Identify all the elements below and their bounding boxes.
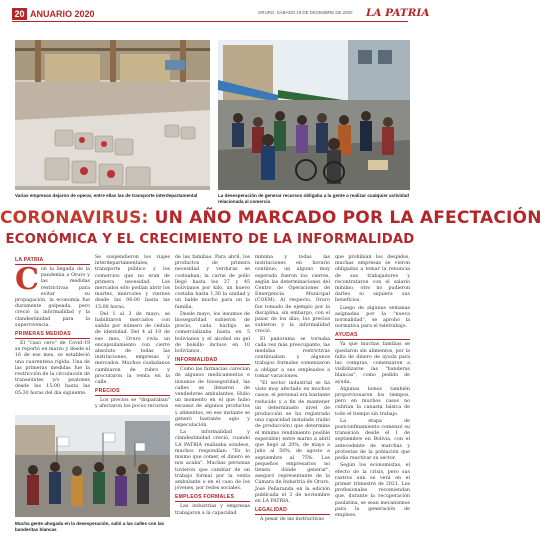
headline-line-1-rest: UN AÑO MARCADO POR LA AFECTACIÓN — [148, 208, 542, 228]
headline-line-2: ECONÓMICA Y EL CRECIMIENTO DE LA INFORMALIDAD — [5, 232, 415, 247]
paragraph: El "caso cero" de Covid-19 se reportó en marzo y desde el 16 de ese mes, se estableció una cuarentena rígida. Una de las primeras medidas fue la restricción de la circulación de transeúntes y/o peatones desde las 15:00 hasta las 05:30 horas del día siguiente. — [15, 341, 90, 396]
article-column-1 — [15, 255, 90, 413]
byline: LA PATRIA — [15, 257, 44, 263]
paragraph: Según los economistas, el efecto de la crisis, pero sus rastros aún se verá en el primer trimestre de 2021. Los profesionales recomiendan que, durante la recuperación paulatina, se sean mecanismos para la generación de empleos. — [335, 463, 410, 518]
paragraph: Como las farmacias carecían de algunos medicamentos e insumos de bioseguridad, las calles se llenaron de vendedores ambulantes. Hubo un momento en el que hubo escasez de algunos productos y alimentos, en ese instante se generó bastante agio y especulación. — [175, 367, 250, 429]
paragraph: Se suspendieron los viajes interdepartamentales, transporte público y los comercios que no eran de primera necesidad. Los mercados sólo podían abrir los martes, miércoles y viernes desde las 06:00 hasta las 15:00 horas. — [95, 255, 170, 310]
paragraph: Algunas bonos también proporcionaron los tiempos, pero en muchos casos no cubrían la canasta básica de todo el tiempo sin trabajo. — [335, 386, 410, 417]
paragraph: que prohibían los despidos, muchas empresas se vieron obligadas a tomar la renuncia de sus trabajadores y recontrataron con el salario mínimo, otro no pudieron darles ni siquiera sus beneficios. — [335, 255, 410, 304]
paragraph: La informalidad y clandestinidad creció, cuando LA PATRIA realizaba sondeos, muchos respondían: "Es lo mismo que comer, el dinero se nos acaba". Muchas personas tuvieron que cambiar de un trabajo formal por la venta ambulante o en el caso de los jóvenes, por redes sociales. — [175, 430, 250, 492]
masthead — [0, 0, 430, 21]
issue-title: ANUARIO 2020 — [30, 9, 95, 19]
paragraph: El panorama se tornaba cada vez más preocupante, las medidas restrictivas continuaban y algunos trabajos formales comenzaron a obligar a sus empleados a tomar vacaciones. — [255, 336, 330, 379]
article-column-5 — [335, 255, 410, 545]
section-ayudas: AYUDAS — [335, 332, 358, 339]
photo-caption-2: La desesperación de generar recursos obligaba a la gente a realizar cualquier actividad relacionada al comercio — [218, 193, 409, 204]
paragraph: Del 1 al 3 de mayo, se habilitaron mercados con salida por número de cédula de identidad. Del 4 al 10 de ese mes, Oruro vivía un encapsulamiento con cierre absoluto de todas las instituciones, empresas y mercados. Muchos ciudadanos cambiaron de rubro y procuraron la venta en la calle. — [95, 311, 170, 386]
section-rule — [175, 364, 250, 365]
white-flags-image — [15, 415, 170, 517]
intro-text: on la llegada de la pandemia a Oruro y las medidas restrictivas para evitar su propagación, la economía fue duramente golpeada, pero creció la informalidad y la clandestinidad para la supervivencia. — [15, 267, 90, 328]
section-informalidad: INFORMALIDAD — [175, 357, 218, 364]
paragraph: Las industrias y empresas trabajaron a la capacidad — [175, 504, 250, 516]
street-market-image — [218, 40, 410, 190]
paragraph: A pesar de las instructivas — [260, 517, 324, 523]
paragraph: Luego de algunas semanas asignadas por la "nueva normalidad", se aprobó la normativa para el teletrabajo. — [335, 305, 410, 330]
paragraph: Los precios se "disparaban" y afectaron los pocos recursos — [95, 398, 170, 410]
masthead-rule — [12, 21, 408, 22]
article-column-2 — [95, 255, 170, 411]
photo-caption-3: Mucha gente ahogada en la desesperación, salió a las calles con las banderitas blancas — [15, 521, 165, 532]
headline-line-1 — [0, 208, 542, 228]
drop-cap: C — [15, 262, 39, 297]
section-rule — [255, 514, 330, 515]
article-column-3 — [175, 255, 250, 545]
photo-bus-terminal — [15, 40, 210, 190]
paragraph: La etapa de postconfinamiento comenzó su transición desde el 1 de septiembre en Bolivia, con el antecedente de marchas y protestas de la población que pedía reactivar su sector. — [335, 418, 410, 462]
section-primeras-medidas: PRIMERAS MEDIDAS — [15, 331, 71, 338]
intro-paragraph — [15, 262, 90, 329]
section-legalidad: LEGALIDAD — [255, 507, 288, 514]
paragraph: de las familias. Para abril, los productos de primera necesidad y verduras se costeaban; la carne de pollo llegó hasta los 37 y 45 bolivianos por kilo, un huevo costaba hasta 1,30 la unidad y un balde mucho para un la familia. — [175, 255, 250, 310]
section-rule — [15, 338, 90, 339]
page-number: 20 — [12, 8, 27, 20]
photo-street-market — [218, 40, 410, 190]
paragraph: "El sector industrial se ha visto muy afectado en muchos casos, el personal era bastante reducido y a fin de mantener un determinado nivel de producción se ha registrado una capacidad instalada (radio de producción) que determina el mínimo rendimiento posible esperable) entre marzo a abril que llegó al 20%, de mayo a julio al 50%, de agosto a septiembre al 75%. Los pequeños empresarios no tienen dónde generar", aseguró representante de la Cámara de Industria de Oruro, José Peñaranda en la edición publicada el 3 de noviembre en LA PATRIA. — [255, 381, 330, 504]
section-rule — [95, 395, 170, 396]
photo-white-flags — [15, 415, 170, 517]
section-precios: PRECIOS — [95, 388, 120, 395]
photo-caption-1: Varias empresas dejaron de operar, entre ellas las de transporte interdepartamental — [15, 193, 198, 198]
paragraph: Desde mayo, los insumos de bioseguridad subieron de precio, cada barbijo se comercializaba hasta en 5 bolivianos y el alcohol en gel de bolsillo incluso en 10 bolivianos. — [175, 311, 250, 355]
paragraph: mínima y todas las instituciones en horario continuo, un alguno muy esperado fueron los cierres, según las determinaciones del Centro de Operaciones de Emergencia Municipal (COEM). Al respecto, Oruro fue tomado de ejemplo por la disciplina, sin embargo, con el pasar de los días, los precios subieron y la informalidad creció. — [255, 255, 330, 335]
bus-terminal-image — [15, 40, 210, 190]
paragraph: Ya que muchas familias se quedaron sin alimentos, por la falta de dinero de ayuda para las compras, comenzaron a visibilizarse las "banderas blancas", como pedido de ayuda. — [335, 342, 410, 385]
dateline: ORURO, SÁBADO 19 DE DICIEMBRE DE 2020 — [258, 10, 353, 15]
section-rule — [335, 339, 410, 340]
newspaper-logo: LA PATRIA — [366, 7, 430, 19]
section-rule — [175, 501, 250, 502]
article-column-4 — [255, 255, 330, 545]
headline-lead: CORONAVIRUS: — [0, 208, 149, 228]
section-empleos-formales: EMPLEOS FORMALES — [175, 494, 235, 501]
